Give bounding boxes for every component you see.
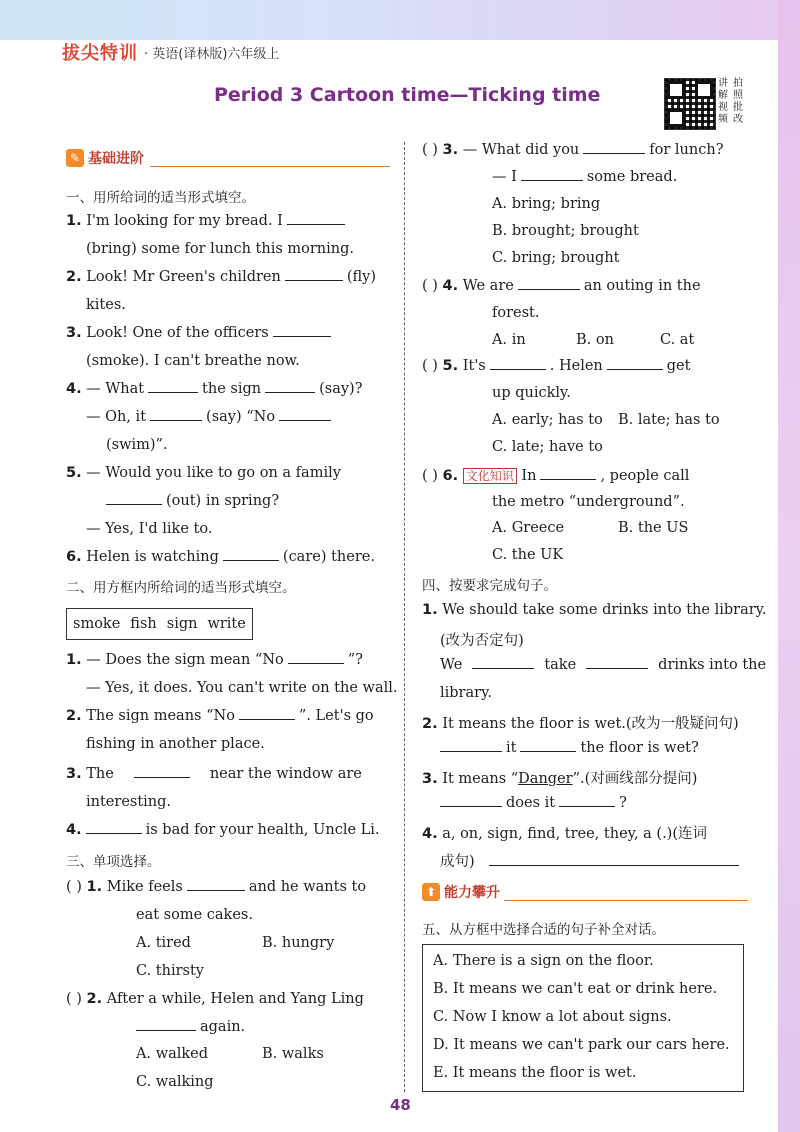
question-line: forest. bbox=[492, 305, 540, 321]
question-line: — Oh, it (say) “No bbox=[86, 409, 335, 425]
section-banner-advanced: ⬆ 能力攀升 bbox=[422, 882, 500, 902]
question-2-3: 3. The near the window are bbox=[66, 766, 362, 782]
rewrite-question-4: 4. a, on, sign, find, tree, they, a (.)(连词 bbox=[422, 826, 707, 842]
banner-underline bbox=[150, 166, 390, 167]
question-line: it the floor is wet? bbox=[440, 740, 699, 756]
word: fish bbox=[130, 616, 157, 632]
sentence-option-b: B. It means we can't eat or drink here. bbox=[433, 981, 718, 997]
page-title: Period 3 Cartoon time—Ticking time bbox=[214, 84, 601, 106]
choice-question-2: ( ) 2. After a while, Helen and Yang Ling bbox=[66, 991, 364, 1007]
right-column bbox=[404, 0, 800, 1132]
question-1-5: 5. — Would you like to go on a family bbox=[66, 465, 341, 481]
answer-blank[interactable] bbox=[150, 419, 202, 421]
answer-blank[interactable] bbox=[134, 776, 190, 778]
option-b[interactable]: B. on bbox=[576, 332, 614, 348]
rewrite-question-1: 1. We should take some drinks into the library. bbox=[422, 602, 767, 618]
question-line: We take drinks into the bbox=[440, 657, 767, 673]
answer-blank[interactable] bbox=[223, 559, 279, 561]
part2-heading: 二、用方框内所给词的适当形式填空。 bbox=[66, 580, 296, 596]
question-1-1: 1. I'm looking for my bread. I bbox=[66, 213, 349, 229]
option-b[interactable]: B. hungry bbox=[262, 935, 335, 951]
word-box bbox=[66, 608, 253, 640]
part4-heading: 四、按要求完成句子。 bbox=[422, 578, 557, 594]
section-banner-basic: ✎ 基础进阶 bbox=[66, 148, 144, 168]
question-line: (out) in spring? bbox=[106, 493, 279, 509]
choice-question-1: ( ) 1. Mike feels and he wants to bbox=[66, 879, 367, 895]
choice-question-5: ( ) 5. It's . Helen get bbox=[422, 358, 691, 374]
answer-blank[interactable] bbox=[273, 335, 331, 337]
answer-blank[interactable] bbox=[265, 391, 315, 393]
answer-blank[interactable] bbox=[559, 805, 615, 807]
brand-logo: 拔尖特训 bbox=[62, 43, 138, 64]
question-1-3: 3. Look! One of the officers bbox=[66, 325, 335, 341]
question-line: interesting. bbox=[86, 794, 172, 810]
answer-blank[interactable] bbox=[287, 223, 345, 225]
banner-underline bbox=[504, 900, 748, 901]
part1-heading: 一、用所给词的适当形式填空。 bbox=[66, 190, 255, 206]
option-a[interactable]: A. bring; bring bbox=[492, 196, 601, 212]
underlined-word: Danger bbox=[518, 771, 573, 787]
question-1-4: 4. — What the sign (say)? bbox=[66, 381, 363, 397]
answer-blank[interactable] bbox=[586, 667, 648, 669]
question-line: 成句) bbox=[440, 850, 743, 871]
option-c[interactable]: C. the UK bbox=[492, 547, 564, 563]
sentence-option-box bbox=[422, 944, 744, 1092]
page-number: 48 bbox=[390, 1096, 411, 1114]
option-c[interactable]: C. walking bbox=[136, 1074, 214, 1090]
option-b[interactable]: B. late; has to bbox=[618, 412, 720, 428]
sentence-option-a: A. There is a sign on the floor. bbox=[433, 953, 654, 969]
answer-blank[interactable] bbox=[540, 478, 596, 480]
word: smoke bbox=[73, 616, 121, 632]
option-b[interactable]: B. brought; brought bbox=[492, 223, 639, 239]
option-c[interactable]: C. late; have to bbox=[492, 439, 603, 455]
option-a[interactable]: A. tired bbox=[136, 935, 191, 951]
word: sign bbox=[166, 616, 198, 632]
sentence-option-c: C. Now I know a lot about signs. bbox=[433, 1009, 672, 1025]
answer-blank[interactable] bbox=[86, 832, 142, 834]
answer-blank[interactable] bbox=[239, 718, 295, 720]
culture-tag: 文化知识 bbox=[463, 468, 517, 484]
answer-blank[interactable] bbox=[279, 419, 331, 421]
question-line: (改为否定句) bbox=[440, 633, 524, 649]
question-line: (swim)”. bbox=[106, 437, 168, 453]
answer-blank[interactable] bbox=[489, 864, 739, 866]
question-line: kites. bbox=[86, 297, 126, 313]
option-c[interactable]: C. thirsty bbox=[136, 963, 204, 979]
answer-blank[interactable] bbox=[440, 805, 502, 807]
question-line: (bring) some for lunch this morning. bbox=[86, 241, 354, 257]
rewrite-question-3: 3. It means “Danger”.(对画线部分提问) bbox=[422, 771, 698, 787]
question-line: eat some cakes. bbox=[136, 907, 253, 923]
book-subtitle: · 英语(译林版)六年级上 bbox=[144, 46, 280, 62]
question-line: does it ? bbox=[440, 795, 627, 811]
question-2-1: 1. — Does the sign mean “No ”? bbox=[66, 652, 363, 668]
question-2-4: 4. is bad for your health, Uncle Li. bbox=[66, 822, 380, 838]
question-line: again. bbox=[136, 1019, 245, 1035]
option-c[interactable]: C. at bbox=[660, 332, 695, 348]
sentence-option-e: E. It means the floor is wet. bbox=[433, 1065, 637, 1081]
option-a[interactable]: A. Greece bbox=[492, 520, 565, 536]
answer-blank[interactable] bbox=[518, 288, 580, 290]
option-b[interactable]: B. walks bbox=[262, 1046, 324, 1062]
rocket-icon: ⬆ bbox=[422, 883, 440, 901]
question-line: up quickly. bbox=[492, 385, 571, 401]
part5-heading: 五、从方框中选择合适的句子补全对话。 bbox=[422, 922, 665, 938]
answer-blank[interactable] bbox=[520, 750, 576, 752]
sentence-option-d: D. It means we can't park our cars here. bbox=[433, 1037, 730, 1053]
answer-blank[interactable] bbox=[288, 662, 344, 664]
answer-blank[interactable] bbox=[148, 391, 198, 393]
option-b[interactable]: B. the US bbox=[618, 520, 689, 536]
question-line: — Yes, I'd like to. bbox=[86, 521, 213, 537]
answer-blank[interactable] bbox=[285, 279, 343, 281]
qr-label: 讲 拍 解 照 视 批 频 改 bbox=[718, 78, 743, 125]
question-line: — Yes, it does. You can't write on the wall. bbox=[86, 680, 398, 696]
question-1-6: 6. Helen is watching (care) there. bbox=[66, 549, 375, 565]
option-a[interactable]: A. early; has to bbox=[492, 412, 603, 428]
option-a[interactable]: A. walked bbox=[136, 1046, 209, 1062]
question-line: — I some bread. bbox=[492, 169, 678, 185]
answer-blank[interactable] bbox=[490, 368, 546, 370]
answer-blank[interactable] bbox=[472, 667, 534, 669]
word: write bbox=[207, 616, 246, 632]
option-c[interactable]: C. bring; brought bbox=[492, 250, 620, 266]
answer-blank[interactable] bbox=[440, 750, 502, 752]
question-line: fishing in another place. bbox=[86, 736, 265, 752]
option-a[interactable]: A. in bbox=[492, 332, 526, 348]
question-2-2: 2. The sign means “No ”. Let's go bbox=[66, 708, 374, 724]
pencil-icon: ✎ bbox=[66, 149, 84, 167]
answer-blank[interactable] bbox=[136, 1029, 196, 1031]
answer-blank[interactable] bbox=[521, 179, 583, 181]
question-line: (smoke). I can't breathe now. bbox=[86, 353, 300, 369]
choice-question-6: ( ) 6. 文化知识 In , people call bbox=[422, 468, 690, 484]
rewrite-question-2: 2. It means the floor is wet.(改为一般疑问句) bbox=[422, 716, 739, 732]
answer-blank[interactable] bbox=[583, 152, 645, 154]
answer-blank[interactable] bbox=[187, 889, 245, 891]
choice-question-3: ( ) 3. — What did you for lunch? bbox=[422, 142, 724, 158]
question-line: the metro “underground”. bbox=[492, 494, 685, 510]
answer-blank[interactable] bbox=[106, 503, 162, 505]
question-1-2: 2. Look! Mr Green's children (fly) bbox=[66, 269, 377, 285]
choice-question-4: ( ) 4. We are an outing in the bbox=[422, 278, 701, 294]
part3-heading: 三、单项选择。 bbox=[66, 854, 161, 870]
answer-blank[interactable] bbox=[607, 368, 663, 370]
question-line: library. bbox=[440, 685, 492, 701]
